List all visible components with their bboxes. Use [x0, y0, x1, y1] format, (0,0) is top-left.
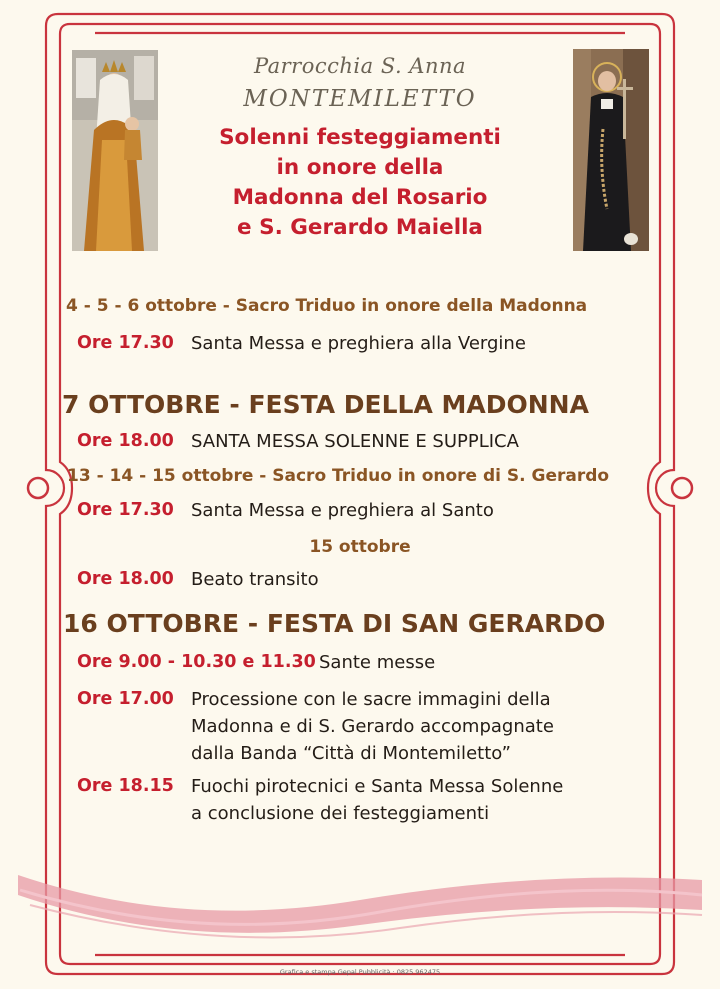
event-title-line-1: Solenni festeggiamenti	[219, 125, 501, 150]
madonna-statue-image	[72, 50, 158, 251]
festa-gerardo-heading: 16 OTTOBRE - FESTA DI SAN GERARDO	[63, 609, 606, 638]
frame-ornament-left	[28, 478, 48, 498]
event-time: Ore 18.15	[77, 776, 174, 796]
event-time: Ore 17.30	[77, 333, 174, 353]
festa-madonna-heading: 7 OTTOBRE - FESTA DELLA MADONNA	[62, 390, 589, 419]
event-time: Ore 17.00	[77, 689, 174, 709]
triduo-gerardo-heading: 13 - 14 - 15 ottobre - Sacro Triduo in onore di S. Gerardo	[67, 466, 610, 486]
printer-credit: Grafica e stampa Gepal Pubblicità · 0825 962475	[279, 968, 441, 976]
event-description: Santa Messa e preghiera alla Vergine	[191, 333, 526, 354]
event-time: Ore 17.30	[77, 500, 174, 520]
event-description: Sante messe	[319, 652, 436, 673]
event-description-line: dalla Banda “Città di Montemiletto”	[191, 743, 511, 764]
parish-name: Parrocchia S. Anna	[253, 54, 467, 78]
event-description-line: Madonna e di S. Gerardo accompagnate	[191, 716, 554, 737]
san-gerardo-statue-image	[573, 49, 649, 251]
triduo-madonna-heading: 4 - 5 - 6 ottobre - Sacro Triduo in onore della Madonna	[66, 296, 588, 316]
event-description-line: Processione con le sacre immagini della	[191, 689, 551, 710]
event-time: Ore 18.00	[77, 431, 174, 451]
town-name: MONTEMILETTO	[243, 86, 477, 112]
frame-ornament-right	[672, 478, 692, 498]
event-title-line-4: e S. Gerardo Maiella	[237, 215, 483, 240]
event-time: Ore 18.00	[77, 569, 174, 589]
date-15-october: 15 ottobre	[309, 537, 411, 557]
event-title-line-3: Madonna del Rosario	[232, 185, 488, 210]
event-description-line: Fuochi pirotecnici e Santa Messa Solenne	[191, 776, 564, 797]
event-time: Ore 9.00 - 10.30 e 11.30	[77, 652, 316, 672]
event-title-line-2: in onore della	[276, 155, 444, 180]
pink-wave-decoration	[18, 875, 702, 937]
event-description-line: a conclusione dei festeggiamenti	[191, 803, 490, 824]
event-description: Santa Messa e preghiera al Santo	[191, 500, 494, 521]
event-description: SANTA MESSA SOLENNE E SUPPLICA	[191, 431, 519, 452]
event-description: Beato transito	[191, 569, 319, 590]
